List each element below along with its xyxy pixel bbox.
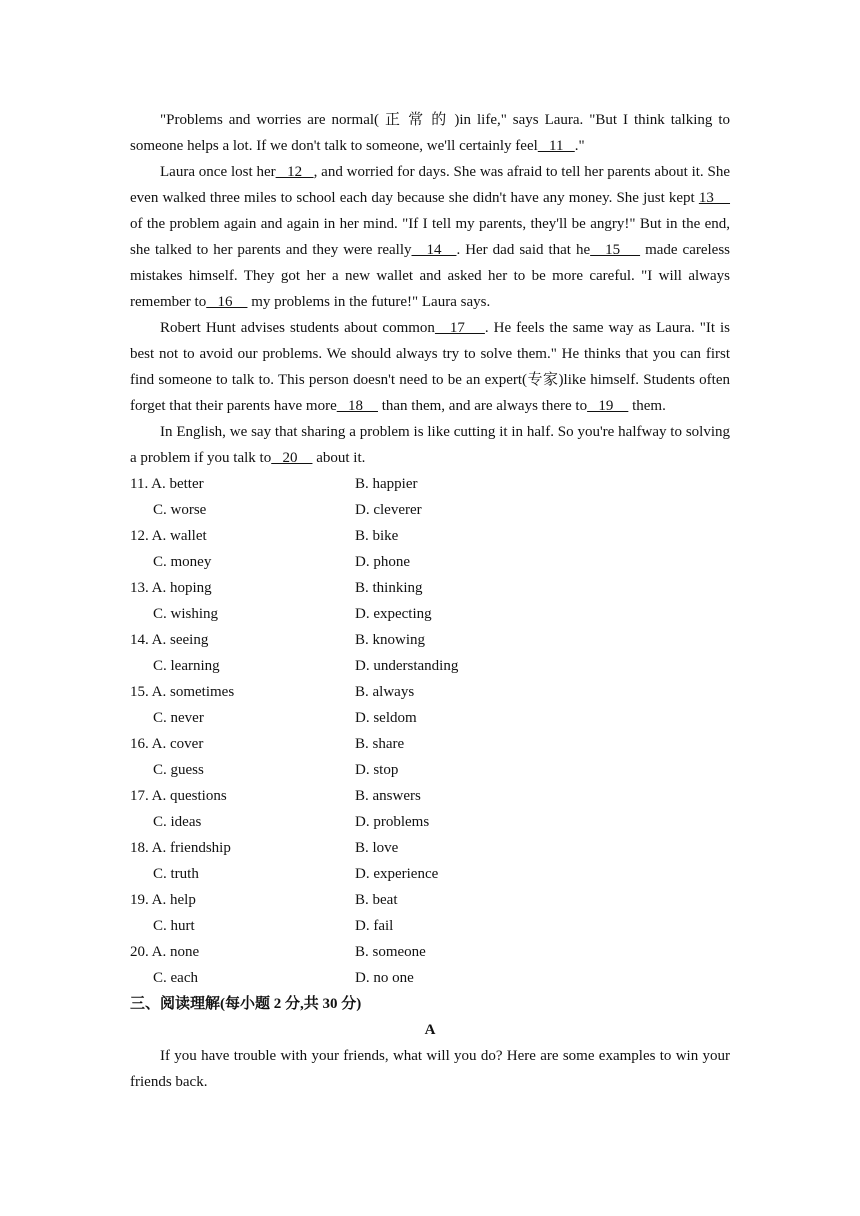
paragraph-text: than them, and are always there to bbox=[377, 398, 588, 414]
option-c: C. worse bbox=[153, 502, 207, 518]
option-row bbox=[130, 809, 730, 835]
blank-12: 12 bbox=[275, 164, 314, 180]
option-row bbox=[130, 705, 730, 731]
option-row bbox=[130, 627, 730, 653]
blank-11: 11 bbox=[537, 138, 575, 154]
blank-14: 14 bbox=[411, 242, 457, 258]
option-c: C. ideas bbox=[153, 814, 202, 830]
option-c: C. never bbox=[153, 710, 204, 726]
option-row bbox=[130, 497, 730, 523]
option-row bbox=[130, 783, 730, 809]
option-c: C. truth bbox=[153, 866, 199, 882]
blank-16: 16 bbox=[206, 294, 248, 310]
option-a: 16. A. cover bbox=[130, 736, 204, 752]
option-row bbox=[130, 731, 730, 757]
option-d: D. no one bbox=[355, 970, 414, 986]
blank-15: 15 bbox=[590, 242, 641, 258]
option-b: B. always bbox=[355, 684, 415, 700]
paragraph-text: Laura once lost her bbox=[160, 164, 276, 180]
option-b: B. love bbox=[355, 840, 399, 856]
paragraph-text: ." bbox=[574, 138, 585, 154]
option-row bbox=[130, 549, 730, 575]
option-b: B. answers bbox=[355, 788, 421, 804]
option-b: B. happier bbox=[355, 476, 418, 492]
option-d: D. experience bbox=[355, 866, 439, 882]
option-d: D. stop bbox=[355, 762, 399, 778]
paragraph-text: my problems in the future!" Laura says. bbox=[247, 294, 491, 310]
reading-passage bbox=[130, 1043, 730, 1095]
option-c: C. learning bbox=[153, 658, 220, 674]
cloze-paragraph-3 bbox=[130, 315, 730, 419]
blank-19: 19 bbox=[587, 398, 629, 414]
option-a: 15. A. sometimes bbox=[130, 684, 235, 700]
paragraph-text: them. bbox=[628, 398, 666, 414]
option-row bbox=[130, 861, 730, 887]
option-b: B. knowing bbox=[355, 632, 426, 648]
cloze-paragraph-2 bbox=[130, 159, 730, 315]
option-d: D. fail bbox=[355, 918, 394, 934]
option-a: 17. A. questions bbox=[130, 788, 227, 804]
option-c: C. wishing bbox=[153, 606, 219, 622]
paragraph-text: Robert Hunt advises students about common bbox=[160, 320, 435, 336]
option-row bbox=[130, 471, 730, 497]
paragraph-text: "Problems and worries are normal( 正 常 的 )in life," says Laura. "But I think talking to someone helps a lot. If we don't talk to someone, we'll certainly feel bbox=[130, 112, 730, 154]
cloze-paragraph-1 bbox=[130, 107, 730, 159]
option-a: 19. A. help bbox=[130, 892, 196, 908]
option-a: 20. A. none bbox=[130, 944, 200, 960]
option-b: B. bike bbox=[355, 528, 399, 544]
option-row bbox=[130, 913, 730, 939]
option-a: 14. A. seeing bbox=[130, 632, 209, 648]
passage-label: A bbox=[424, 1022, 436, 1038]
reading-intro: If you have trouble with your friends, what will you do? Here are some examples to win your friends back. bbox=[130, 1048, 730, 1090]
option-b: B. beat bbox=[355, 892, 398, 908]
answer-options bbox=[130, 471, 730, 991]
option-row bbox=[130, 601, 730, 627]
option-row bbox=[130, 835, 730, 861]
option-a: 18. A. friendship bbox=[130, 840, 231, 856]
option-row bbox=[130, 939, 730, 965]
option-b: B. someone bbox=[355, 944, 426, 960]
option-a: 13. A. hoping bbox=[130, 580, 212, 596]
option-d: D. seldom bbox=[355, 710, 417, 726]
blank-18: 18 bbox=[336, 398, 378, 414]
cloze-passage bbox=[130, 107, 730, 471]
option-d: D. phone bbox=[355, 554, 410, 570]
paragraph-text: . He feels the same way as Laura. "It is best not to avoid our problems. We should always try to solve them." He thinks that you can first find someone to talk to. This person doesn't need to be an expert(专家)like himself. Students often forget that their parents have more bbox=[130, 320, 731, 414]
blank-13: 13 bbox=[698, 190, 731, 206]
option-c: C. hurt bbox=[153, 918, 195, 934]
option-row bbox=[130, 757, 730, 783]
paragraph-text: of the problem again and again in her mind. "If I tell my parents, they'll be angry!" But in the end, she talked to her parents and they were really bbox=[130, 216, 730, 258]
option-c: C. money bbox=[153, 554, 212, 570]
paragraph-text: . Her dad said that he bbox=[456, 242, 591, 258]
option-d: D. problems bbox=[355, 814, 430, 830]
paragraph-text: made careless mistakes himself. They got her a new wallet and asked her to be more careful. "I will always remember to bbox=[130, 242, 731, 310]
option-b: B. thinking bbox=[355, 580, 423, 596]
option-row bbox=[130, 653, 730, 679]
paragraph-text: In English, we say that sharing a problem is like cutting it in half. So you're halfway to solving a problem if you talk to bbox=[130, 424, 730, 466]
option-c: C. each bbox=[153, 970, 198, 986]
option-b: B. share bbox=[355, 736, 405, 752]
option-row bbox=[130, 575, 730, 601]
option-row bbox=[130, 679, 730, 705]
option-c: C. guess bbox=[153, 762, 204, 778]
option-a: 12. A. wallet bbox=[130, 528, 207, 544]
paragraph-text: , and worried for days. She was afraid to tell her parents about it. She even walked three miles to school each day because she didn't have any money. She just kept bbox=[130, 164, 730, 206]
option-a: 11. A. better bbox=[130, 476, 204, 492]
option-d: D. cleverer bbox=[355, 502, 422, 518]
option-d: D. understanding bbox=[355, 658, 459, 674]
option-row bbox=[130, 887, 730, 913]
section-heading: 三、阅读理解(每小题 2 分,共 30 分) bbox=[130, 996, 362, 1012]
blank-20: 20 bbox=[271, 450, 313, 466]
blank-17: 17 bbox=[434, 320, 485, 336]
option-row bbox=[130, 523, 730, 549]
option-row bbox=[130, 965, 730, 991]
option-d: D. expecting bbox=[355, 606, 432, 622]
cloze-paragraph-4 bbox=[130, 419, 730, 471]
paragraph-text: about it. bbox=[312, 450, 366, 466]
